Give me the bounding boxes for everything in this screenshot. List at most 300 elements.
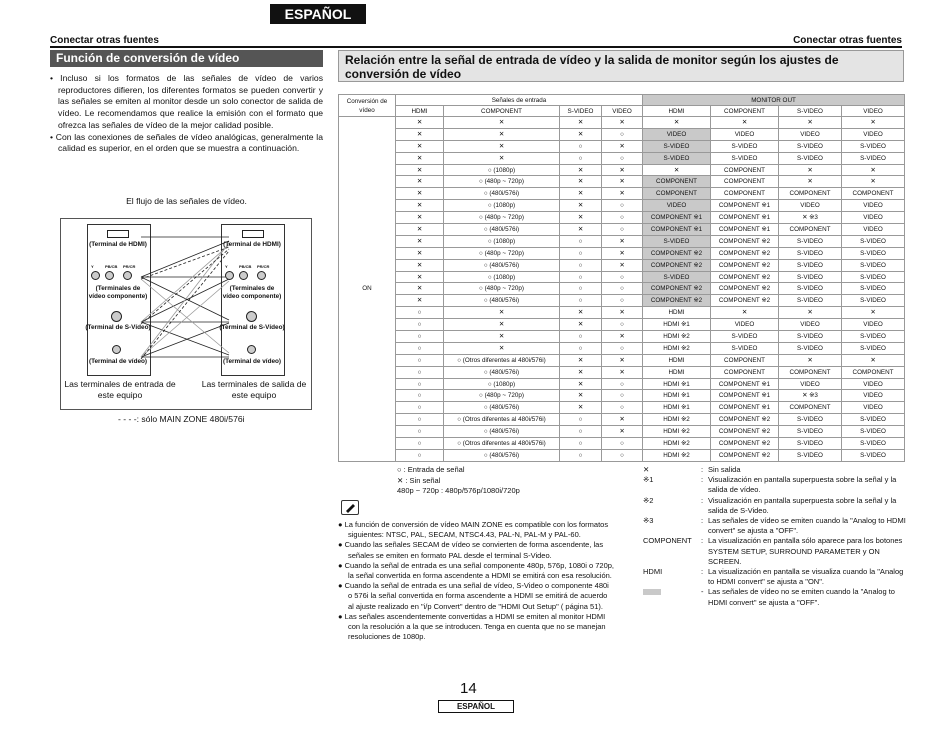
table-cell: ✕ [444,140,560,152]
output-hdmi-jack-icon [242,230,264,238]
table-cell: COMPONENT [711,366,779,378]
input-jack-pb-icon [105,271,114,280]
table-cell: S-VIDEO [779,449,842,461]
main-zone-note: - - - -: sólo MAIN ZONE 480i/576i [118,414,245,424]
table-cell: ✕ [602,247,643,259]
note-1: ● La función de conversión de vídeo MAIN ZONE es compatible con los formatos siguientes: NTSC, PAL, SECAM, NTSC4.43, PAL-N, PAL-M y PAL-60. [338,520,609,540]
table-cell: ○ [560,283,602,295]
table-cell: S-VIDEO [711,342,779,354]
table-cell: S-VIDEO [643,271,711,283]
legend-input: ○ : Entrada de señal [397,465,465,474]
legend-value: Visualización en pantalla superpuesta sobre la señal y la salida de vídeo. [708,475,897,495]
legend-key: ※1 [643,475,654,485]
table-cell: ✕ [444,319,560,331]
legend-outputs [643,465,908,608]
table-cell: ○ (480i/576i) [444,188,560,200]
legend-key: COMPONENT [643,536,692,546]
table-cell: COMPONENT [711,188,779,200]
table-cell: ✕ [602,354,643,366]
table-cell: S-VIDEO [842,449,905,461]
table-cell: ✕ [602,235,643,247]
table-cell: VIDEO [842,212,905,224]
table-cell: COMPONENT ※1 [711,378,779,390]
table-cell: HDMI ※2 [643,438,711,450]
table-cell: ✕ [779,117,842,129]
col-header-3: VIDEO [602,106,643,117]
table-cell: S-VIDEO [779,438,842,450]
table-cell: ○ [560,438,602,450]
table-cell: VIDEO [842,390,905,402]
column-header-row [339,106,905,117]
table-cell: S-VIDEO [643,152,711,164]
col-header-6: S-VIDEO [779,106,842,117]
table-cell: ✕ [779,164,842,176]
table-cell: ○ (480i/576i) [444,259,560,271]
input-svideo-label: (Terminal de S-Vídeo) [85,324,151,331]
table-cell: ✕ [560,212,602,224]
table-row [339,378,905,390]
table-cell: COMPONENT ※2 [711,449,779,461]
language-footer: ESPAÑOL [438,700,514,713]
table-cell: VIDEO [842,319,905,331]
table-cell: COMPONENT ※2 [711,414,779,426]
input-svideo-jack-icon [111,311,122,322]
header-right: Conectar otras fuentes [793,35,902,46]
table-cell: ○ (1080p) [444,271,560,283]
table-cell: ✕ [396,117,444,129]
table-cell: HDMI ※1 [643,378,711,390]
table-cell: ✕ [602,414,643,426]
signal-flow-diagram [60,218,312,410]
table-cell: COMPONENT [779,224,842,236]
table-cell: ○ [560,259,602,271]
table-row [339,307,905,319]
table-cell: ○ [602,402,643,414]
table-cell: ✕ [396,247,444,259]
table-cell: S-VIDEO [643,235,711,247]
table-row [339,319,905,331]
table-cell: ○ [602,212,643,224]
table-cell: ○ [396,438,444,450]
table-row [339,140,905,152]
legend-sep: : [701,536,704,546]
table-cell: COMPONENT ※1 [711,212,779,224]
table-cell: ○ [560,426,602,438]
table-cell: ○ [396,426,444,438]
table-cell: S-VIDEO [842,438,905,450]
table-cell: S-VIDEO [842,259,905,271]
table-cell: S-VIDEO [779,426,842,438]
table-cell: COMPONENT ※1 [711,390,779,402]
header-left: Conectar otras fuentes [50,35,159,46]
page-number: 14 [460,680,477,697]
table-cell: VIDEO [643,200,711,212]
table-cell: ○ (Otros diferentes al 480i/576i) [444,414,560,426]
table-cell: ○ [560,414,602,426]
table-cell: ✕ [643,117,711,129]
input-video-jack-icon [112,345,121,354]
table-cell: ○ [560,140,602,152]
header-conversion: Conversión de vídeo [339,95,396,117]
table-cell: ✕ [444,152,560,164]
table-cell: ○ (480i/576i) [444,224,560,236]
table-cell: ○ (Otros diferentes al 480i/576i) [444,438,560,450]
table-cell: ✕ [602,259,643,271]
table-row [339,152,905,164]
table-cell: ✕ [560,390,602,402]
table-row [339,331,905,343]
table-cell: COMPONENT [643,176,711,188]
table-cell: ○ [602,319,643,331]
table-cell: COMPONENT [643,188,711,200]
table-cell: S-VIDEO [842,331,905,343]
intro-bullets [50,73,323,155]
table-cell: ○ [602,283,643,295]
table-cell: ○ [560,152,602,164]
table-cell: ○ [560,331,602,343]
table-cell: ○ (480p ~ 720p) [444,283,560,295]
table-cell: ○ [560,342,602,354]
table-cell: COMPONENT ※2 [643,259,711,271]
table-cell: ✕ [842,164,905,176]
table-cell: ○ [396,390,444,402]
flow-title: El flujo de las señales de vídeo. [126,196,247,206]
table-cell: ○ [396,449,444,461]
legend-value: La visualización en pantalla sólo aparece para los botones SYSTEM SETUP, SURROUND PARAMETER y ON SCREEN. [708,536,903,566]
table-cell: ○ [560,271,602,283]
table-cell: ○ (480i/576i) [444,449,560,461]
output-jack-pr-icon [257,271,266,280]
legend-value: Visualización en pantalla superpuesta sobre la señal y la salida de S-Video. [708,495,897,515]
table-row [339,354,905,366]
table-cell: ✕ [602,307,643,319]
table-cell: ✕ [444,342,560,354]
table-cell: ✕ [396,200,444,212]
table-cell: ✕ [396,164,444,176]
table-cell: COMPONENT [711,354,779,366]
col-header-7: VIDEO [842,106,905,117]
table-cell: S-VIDEO [779,283,842,295]
table-cell: ○ [560,449,602,461]
input-hdmi-jack-icon [107,230,129,238]
table-cell: ✕ [602,164,643,176]
table-cell: COMPONENT ※2 [711,259,779,271]
note-2: ● Cuando las señales SECAM de vídeo se convierten de forma ascendente, las señales se emiten en formato PAL desde el terminal S-Video. [338,540,604,560]
table-cell: VIDEO [779,128,842,140]
table-row [339,438,905,450]
table-cell: COMPONENT ※2 [711,438,779,450]
table-cell: ✕ [560,402,602,414]
table-cell: ✕ [842,117,905,129]
table-cell: COMPONENT ※2 [643,283,711,295]
table-cell: ✕ [396,295,444,307]
table-cell: ✕ [779,176,842,188]
input-video-label: (Terminal de vídeo) [88,358,148,365]
language-tab: ESPAÑOL [270,4,366,24]
table-row [339,188,905,200]
input-jack-pr-icon [123,271,132,280]
table-cell: ✕ [396,188,444,200]
table-cell: S-VIDEO [779,331,842,343]
table-cell: ✕ [560,366,602,378]
table-cell: ○ (480i/576i) [444,426,560,438]
notes-list [338,520,614,642]
table-cell: COMPONENT ※1 [643,224,711,236]
table-cell: ○ (1080p) [444,200,560,212]
legend-value: Las señales de vídeo no se emiten cuando la "Analog to HDMI convert" se ajusta a "OFF". [708,587,895,607]
table-cell: S-VIDEO [842,414,905,426]
table-cell: ✕ [396,271,444,283]
table-cell: S-VIDEO [842,295,905,307]
table-cell: VIDEO [842,200,905,212]
table-cell: S-VIDEO [711,331,779,343]
table-cell: ○ [602,200,643,212]
table-cell: ○ [396,378,444,390]
note-4: ● Cuando la señal de entrada es una señal de vídeo, S-Video o componente 480i o 576i la señal convertida en forma ascendente a HDMI se emitirá de acuerdo al ajuste realizado en "i/p Convert" dentro de "HDMI Out Setup" ( página 51). [338,581,609,611]
table-cell: COMPONENT ※2 [711,235,779,247]
table-cell: ✕ [602,176,643,188]
legend-key: HDMI [643,567,663,577]
table-cell: HDMI ※2 [643,449,711,461]
table-cell: ✕ [444,128,560,140]
conversion-table [338,94,905,462]
table-cell: VIDEO [842,378,905,390]
table-cell: ✕ [842,354,905,366]
table-cell: ✕ [560,176,602,188]
table-cell: COMPONENT ※2 [711,247,779,259]
legend-no-signal: ✕ : Sin señal [397,475,441,485]
output-jack-y-icon [225,271,234,280]
table-cell: COMPONENT [711,164,779,176]
bullet-2: • Con las conexiones de señales de vídeo analógicas, generalmente la calidad es superior, en el orden que se muestra a continuación. [50,131,323,154]
legend-value: Las señales de vídeo se emiten cuando la "Analog to HDMI convert" se ajusta a "OFF". [708,516,906,536]
table-cell: ✕ [560,354,602,366]
pencil-note-icon [341,500,359,515]
table-cell: COMPONENT ※1 [711,224,779,236]
col-header-4: HDMI [643,106,711,117]
table-row [339,164,905,176]
table-cell: ✕ [396,259,444,271]
table-cell: ○ [396,342,444,354]
legend-row [643,496,908,516]
table-cell: ✕ [396,128,444,140]
table-cell: ✕ [560,164,602,176]
table-row [339,283,905,295]
col-header-5: COMPONENT [711,106,779,117]
table-cell: COMPONENT ※1 [643,212,711,224]
table-cell: ○ [602,438,643,450]
table-cell: COMPONENT ※2 [711,271,779,283]
legend-key: ✕ [643,465,650,474]
table-cell: ✕ [779,307,842,319]
table-row [339,271,905,283]
table-cell: ✕ [560,200,602,212]
gray-swatch-icon [643,589,661,595]
table-cell: ✕ [602,188,643,200]
table-row [339,200,905,212]
table-row [339,414,905,426]
table-cell: COMPONENT [711,176,779,188]
input-hdmi-label: (Terminal de HDMI) [89,241,147,248]
table-cell: ○ [396,402,444,414]
table-cell: ○ (480p ~ 720p) [444,212,560,224]
table-cell: ✕ [711,117,779,129]
table-row [339,176,905,188]
table-cell: ✕ [396,176,444,188]
output-hdmi-label: (Terminal de HDMI) [223,241,281,248]
table-cell: ✕ [396,283,444,295]
table-cell: VIDEO [779,200,842,212]
table-cell: ○ [602,224,643,236]
table-cell: ✕ [560,188,602,200]
col-header-2: S-VIDEO [560,106,602,117]
table-cell: S-VIDEO [643,140,711,152]
table-cell: COMPONENT ※2 [711,426,779,438]
output-component-label: (Terminales de vídeo componente) [222,285,282,300]
table-cell: ✕ [643,164,711,176]
table-cell: HDMI [643,307,711,319]
table-cell: ○ [602,128,643,140]
table-cell: ○ (1080p) [444,164,560,176]
table-row [339,224,905,236]
table-cell: ✕ [396,152,444,164]
table-row [339,212,905,224]
table-cell: ✕ [560,378,602,390]
header-input-signals: Señales de entrada [396,95,643,106]
table-cell: ✕ ※3 [779,212,842,224]
table-cell: COMPONENT ※2 [711,295,779,307]
table-cell: VIDEO [779,378,842,390]
table-cell: VIDEO [842,402,905,414]
table-cell: VIDEO [643,128,711,140]
table-cell: ✕ [396,212,444,224]
table-cell: S-VIDEO [779,271,842,283]
legend-range: 480p ~ 720p : 480p/576p/1080i/720p [397,486,520,495]
table-cell: S-VIDEO [842,283,905,295]
table-row [339,402,905,414]
legend-symbols [397,465,520,497]
table-cell: HDMI ※1 [643,402,711,414]
output-video-jack-icon [247,345,256,354]
legend-value: Sin salida [708,465,741,474]
table-cell: ○ [602,378,643,390]
table-cell: ○ (480i/576i) [444,295,560,307]
table-cell: S-VIDEO [779,414,842,426]
table-cell: S-VIDEO [842,140,905,152]
table-cell: S-VIDEO [779,342,842,354]
table-cell: ○ (480i/576i) [444,366,560,378]
note-5: ● Las señales ascendentemente convertidas a HDMI se emiten al monitor HDMI con la resolución a la que se introducen. Tenga en cuenta que no se manejan resoluciones de 1080p. [338,611,606,642]
left-section-title: Función de conversión de vídeo [50,50,323,67]
table-cell: ✕ [396,224,444,236]
legend-value: La visualización en pantalla se visualiza cuando la "Analog to HDMI convert" se ajusta a "ON". [708,567,904,587]
table-cell: ○ (480p ~ 720p) [444,247,560,259]
table-cell: ○ [560,247,602,259]
table-cell: ○ [560,235,602,247]
note-3: ● Cuando la señal de entrada es una señal componente 480p, 576p, 1080i o 720p, la señal convertida en forma ascendente a HDMI se emitirá con esa resolución. [338,560,614,581]
table-cell: ✕ [602,117,643,129]
input-jack-y-icon [91,271,100,280]
legend-sep: - [701,587,704,597]
table-cell: HDMI [643,366,711,378]
legend-row [643,475,908,495]
legend-row [643,465,908,475]
output-jack-pr-label: PR/CR [257,264,270,269]
conversion-on-cell: ON [339,117,396,462]
table-row [339,117,905,129]
output-svideo-jack-icon [246,311,257,322]
table-cell: ○ [396,307,444,319]
table-cell: ○ (480i/576i) [444,402,560,414]
table-row [339,449,905,461]
header-rule [50,46,902,48]
table-cell: ✕ [842,307,905,319]
table-row [339,390,905,402]
col-header-0: HDMI [396,106,444,117]
table-cell: HDMI ※2 [643,331,711,343]
table-cell: VIDEO [842,224,905,236]
table-cell: ○ [602,342,643,354]
legend-sep: : [701,495,704,505]
legend-row [643,567,908,587]
table-cell: ○ [396,331,444,343]
output-svideo-label: (Terminal de S-Vídeo) [219,324,285,331]
table-cell: ○ (Otros diferentes al 480i/576i) [444,354,560,366]
table-cell: S-VIDEO [842,152,905,164]
table-cell: ○ [396,354,444,366]
table-cell: ○ (1080p) [444,235,560,247]
table-cell: ✕ [602,426,643,438]
table-cell: COMPONENT ※2 [643,295,711,307]
table-cell: HDMI ※2 [643,342,711,354]
table-cell: ✕ [444,117,560,129]
output-caption: Las terminales de salida de este equipo [201,379,307,400]
output-jack-pb-label: PB/CB [239,264,252,269]
table-row [339,342,905,354]
table-cell: HDMI ※2 [643,426,711,438]
input-jack-pb-label: PB/CB [105,264,118,269]
legend-sep: : [701,567,704,577]
table-cell: S-VIDEO [842,247,905,259]
table-cell: ○ (480p ~ 720p) [444,176,560,188]
legend-sep: : [701,475,704,485]
right-section-title: Relación entre la señal de entrada de vídeo y la salida de monitor según los ajustes de conversión de vídeo [338,50,904,82]
table-cell: COMPONENT [842,366,905,378]
header-monitor-out: MONITOR OUT [643,95,905,106]
table-row [339,247,905,259]
table-cell: S-VIDEO [842,342,905,354]
table-cell: S-VIDEO [779,259,842,271]
table-cell: ✕ [560,307,602,319]
table-cell: COMPONENT [779,188,842,200]
table-cell: COMPONENT [842,188,905,200]
legend-sep: : [701,516,704,526]
table-cell: ✕ [444,307,560,319]
table-cell: VIDEO [842,128,905,140]
bullet-1: • Incluso si los formatos de las señales de vídeo de varios reproductores difieren, los diferentes formatos se pueden convertir y las señales se emiten al monitor desde un solo conector de salida de vídeo. Le recomendamos que realice la emisión con el formato que ofrezca las señales de vídeo de la mejor calidad posible. [50,73,323,130]
table-cell: ✕ [711,307,779,319]
table-cell: HDMI ※1 [643,390,711,402]
table-cell: S-VIDEO [842,235,905,247]
table-cell: HDMI ※2 [643,414,711,426]
table-cell: ✕ [396,140,444,152]
table-row [339,426,905,438]
table-cell: ✕ [602,331,643,343]
output-jack-y-label: Y [225,264,228,269]
table-cell: ○ [602,449,643,461]
table-cell: ✕ [560,128,602,140]
table-cell: ✕ [602,366,643,378]
